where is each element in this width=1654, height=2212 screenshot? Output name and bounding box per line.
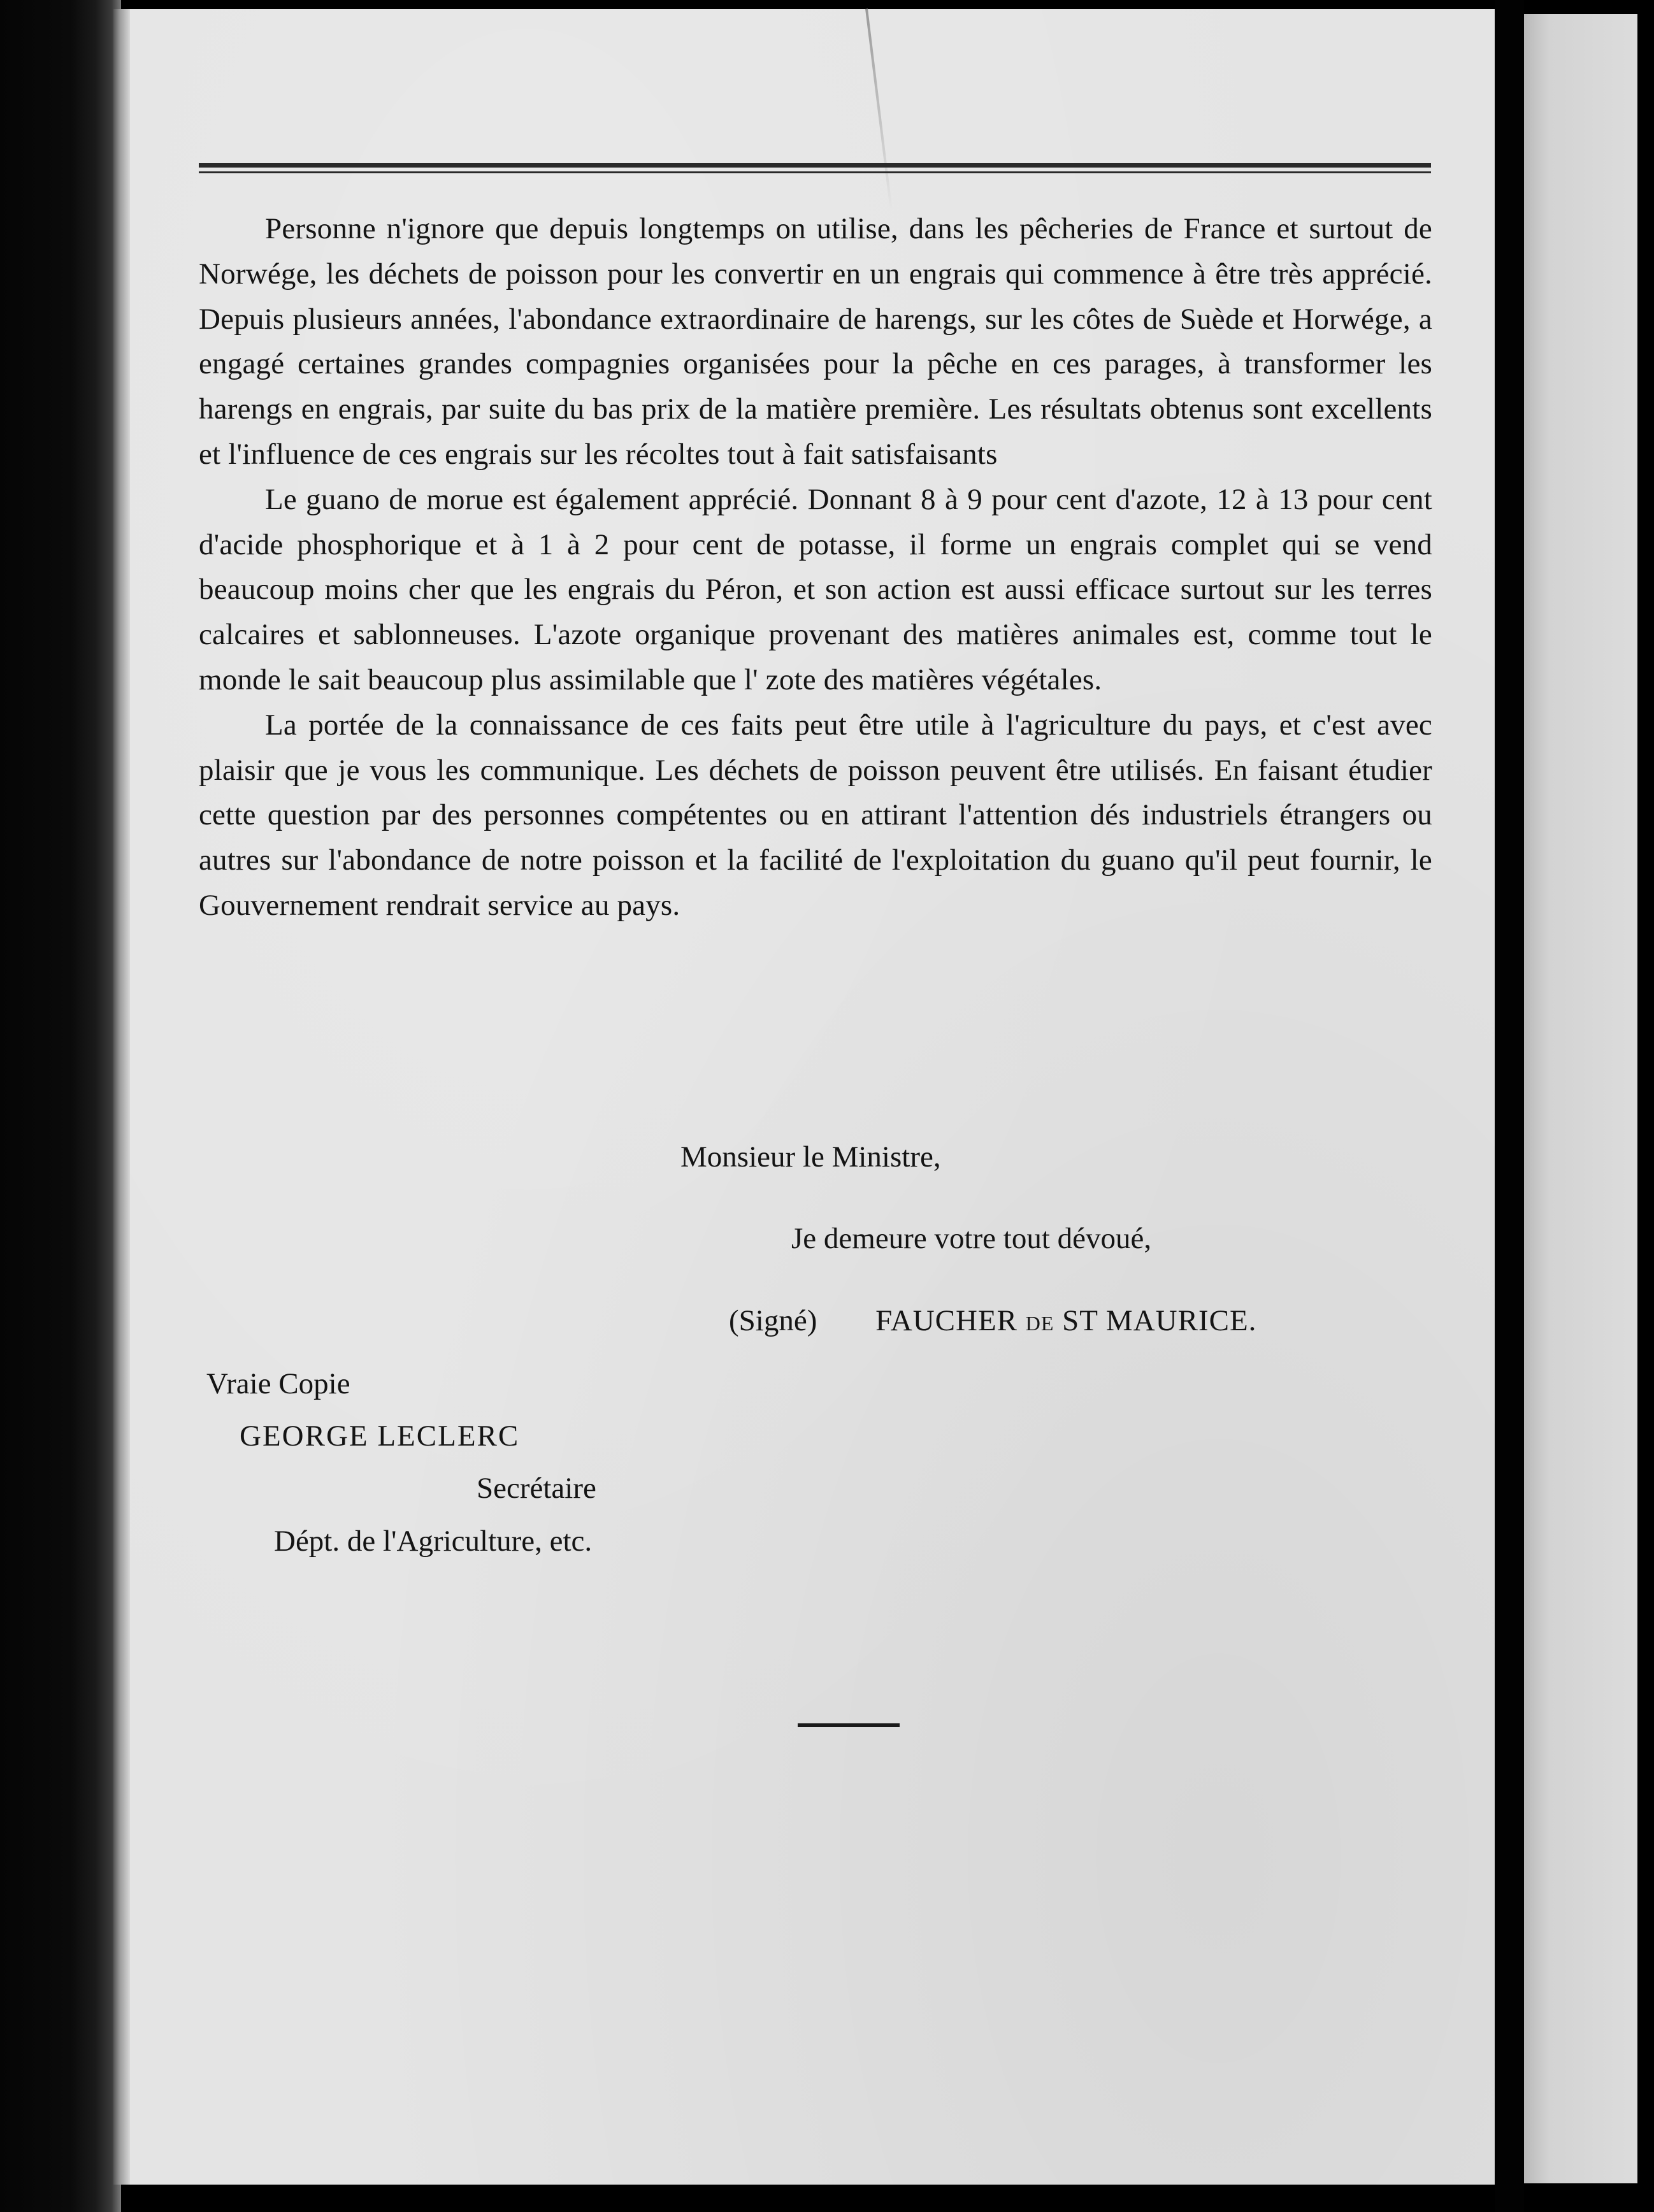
- copy-certifier-title: Secrétaire: [477, 1472, 596, 1505]
- signer-name: [875, 1304, 1256, 1337]
- copy-certifier-department: Dépt. de l'Agriculture, etc.: [274, 1525, 593, 1558]
- signer-last-name: ST MAURICE.: [1062, 1304, 1257, 1337]
- header-double-rule: [199, 163, 1431, 173]
- signer-particle: DE: [1025, 1312, 1054, 1335]
- header-rule-thick: [199, 163, 1431, 168]
- closing-complimentary: Je demeure votre tout dévoué,: [791, 1222, 1152, 1255]
- signer-first-name: FAUCHER: [875, 1304, 1018, 1337]
- page-crease: [865, 9, 893, 212]
- facing-page-edge: [1524, 14, 1637, 2183]
- film-border-right: [1637, 0, 1654, 2212]
- signature-line: [729, 1304, 1256, 1338]
- page-edge-shadow: [113, 9, 130, 2185]
- true-copy-label: Vraie Copie: [206, 1367, 350, 1400]
- end-rule: [798, 1723, 900, 1727]
- paragraph-cod-guano: Le guano de morue est également apprécié. Donnant 8 à 9 pour cent d'azote, 12 à 13 pour cent d'acide phosphorique et à 1 à 2 pour cent de potasse, il forme un engrais complet qui se vend beaucoup moins cher que les engrais du Péron, et son action est aussi efficace surtout sur les terres calcaires et sablonneuses. L'azote organique provenant des matières animales est, comme tout le monde le sait beaucoup plus assimilable que l' zote des matières végétales.: [199, 482, 1432, 696]
- signed-label: (Signé): [729, 1304, 817, 1337]
- header-rule-thin: [199, 171, 1431, 173]
- letter-body: [199, 206, 1432, 928]
- document-page: [113, 9, 1495, 2185]
- closing-salutation: Monsieur le Ministre,: [680, 1140, 941, 1174]
- paragraph-fish-waste: Personne n'ignore que depuis longtemps on utilise, dans les pêcheries de France et surtout de Norwége, les déchets de poisson pour les convertir en un engrais qui commence à être très apprécié. Depuis plusieurs années, l'abondance extraordinaire de harengs, sur les côtes de Suède et Horwége, a engagé certaines grandes compagnies organisées pour la pêche en ces parages, à transformer les harengs en engrais, par suite du bas prix de la matière première. Les résultats obtenus sont excellents et l'influence de ces engrais sur les récoltes tout à fait satisfaisants: [199, 212, 1432, 471]
- film-border-left: [0, 0, 121, 2212]
- paragraph-usefulness: La portée de la connaissance de ces faits peut être utile à l'agriculture du pays, et c'est avec plaisir que je vous les communique. Les déchets de poisson peuvent être utilisés. En faisant étudier cette question par des personnes compétentes ou en attirant l'attention dés industriels étrangers ou autres sur l'abondance de notre poisson et la facilité de l'exploitation du guano qu'il peut fournir, le Gouvernement rendrait service au pays.: [199, 708, 1432, 922]
- binding-gutter: [1495, 0, 1524, 2212]
- copy-certifier-name: GEORGE LECLERC: [240, 1419, 520, 1453]
